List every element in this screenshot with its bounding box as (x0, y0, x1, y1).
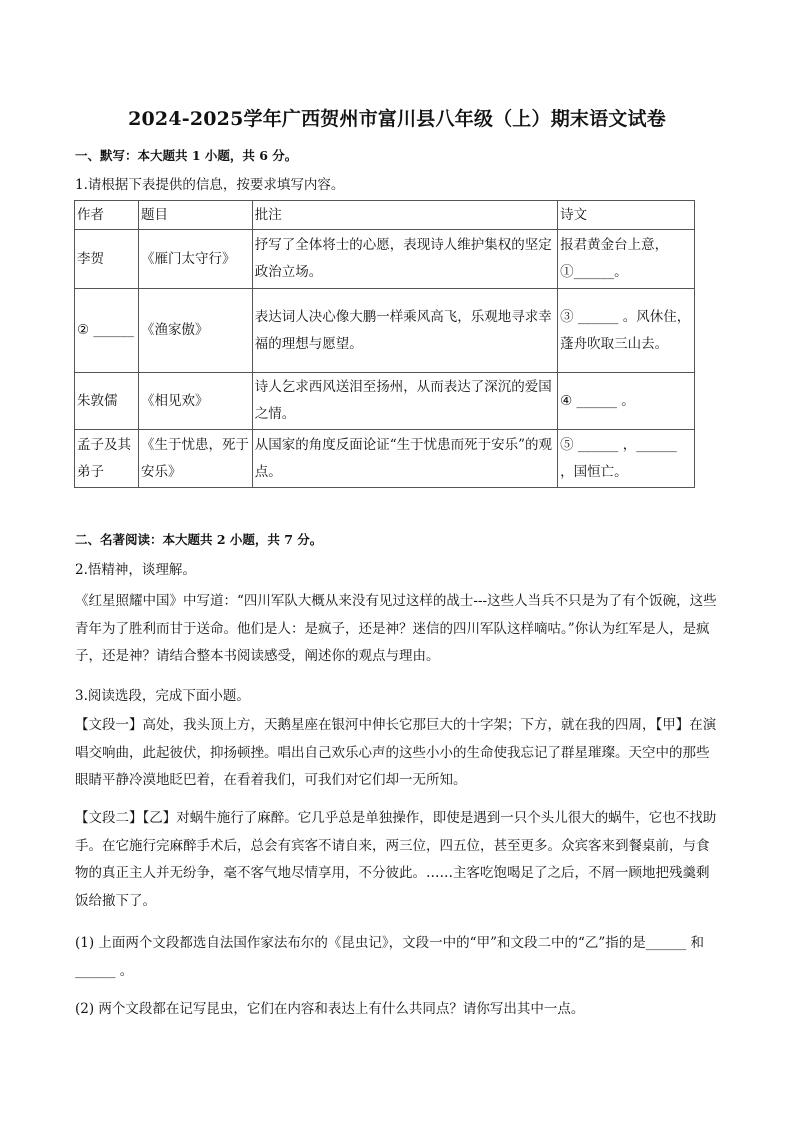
cell-title: 《雁门太守行》 (138, 230, 252, 289)
section-2-heading: 二、名著阅读：本大题共 2 小题，共 7 分。 (75, 532, 323, 547)
cell-poem: ④ ______ 。 (558, 373, 695, 430)
table-header-row (75, 201, 695, 230)
poem-table (74, 200, 695, 488)
question-3-title: 3.阅读选段，完成下面小题。 (75, 688, 250, 704)
table-row (75, 230, 695, 289)
cell-author: 朱敦儒 (75, 373, 139, 430)
cell-note: 表达词人决心像大鹏一样乘风高飞，乐观地寻求幸福的理想与愿望。 (252, 289, 557, 373)
section-1-heading: 一、默写：本大题共 1 小题，共 6 分。 (75, 148, 298, 163)
sub-question-1: (1) 上面两个文段都选自法国作家法布尔的《昆虫记》，文段一中的“甲”和文段二中的“乙”指的是______ 和 ______ 。 (75, 935, 705, 979)
table-row (75, 373, 695, 430)
cell-note: 诗人乞求西风送泪至扬州，从而表达了深沉的爱国之情。 (252, 373, 557, 430)
cell-author: ② ______ (75, 289, 139, 373)
question-2-text: 《红星照耀中国》中写道：“四川军队大概从来没有见过这样的战士---这些人当兵不只是为了有个饭碗，这些青年为了胜利而甘于送命。他们是人：是疯子，还是神？迷信的四川军队这样嘀咕。”你认为红军是人，是疯子，还是神？请结合整本书阅读感受，阐述你的观点与理由。 (75, 593, 717, 664)
header-title: 题目 (138, 201, 252, 230)
cell-poem: ⑤ ______ ，______ ，国恒亡。 (558, 430, 695, 488)
cell-title: 《相见欢》 (138, 373, 252, 430)
cell-title: 《生于忧患，死于安乐》 (138, 430, 252, 488)
header-author: 作者 (75, 201, 139, 230)
cell-author: 孟子及其弟子 (75, 430, 139, 488)
cell-note: 从国家的角度反面论证“生于忧患而死于安乐”的观点。 (252, 430, 557, 488)
cell-poem: 报君黄金台上意，①______。 (558, 230, 695, 289)
table-row (75, 430, 695, 488)
cell-title: 《渔家傲》 (138, 289, 252, 373)
question-1: 1.请根据下表提供的信息，按要求填写内容。 (75, 177, 345, 193)
sub-question-2: (2) 两个文段都在记写昆虫，它们在内容和表达上有什么共同点？请你写出其中一点。 (75, 1001, 585, 1017)
passage-two: 【文段二】【乙】对蜗牛施行了麻醉。它几乎总是单独操作，即使是遇到一只个头儿很大的蜗牛，它也不找助手。在它施行完麻醉手术后，总会有宾客不请自来，两三位，四五位，甚至更多。众宾客来到餐桌前，与食物的真正主人并无纷争，毫不客气地尽情享用，不分彼此。……主客吃饱喝足了之后，不屑一顾地把残羹剩饭给撤下了。 (75, 810, 717, 909)
cell-note: 抒写了全体将士的心愿，表现诗人维护集权的坚定政治立场。 (252, 230, 557, 289)
cell-author: 李贺 (75, 230, 139, 289)
passage-one: 【文段一】高处，我头顶上方，天鹅星座在银河中伸长它那巨大的十字架；下方，就在我的四周，【甲】在演唱交响曲，此起彼伏，抑扬顿挫。唱出自己欢乐心声的这些小小的生命使我忘记了群星璀璨。天空中的那些眼睛平静冷漠地眨巴着，在看着我们，可我们对它们却一无所知。 (75, 717, 717, 788)
page-title: 2024-2025学年广西贺州市富川县八年级（上）期末语文试卷 (128, 108, 666, 130)
header-note: 批注 (252, 201, 557, 230)
cell-poem: ③ ______ 。风休住，蓬舟吹取三山去。 (558, 289, 695, 373)
table-row (75, 289, 695, 373)
question-2-title: 2.悟精神，谈理解。 (75, 562, 196, 578)
header-poem: 诗文 (558, 201, 695, 230)
